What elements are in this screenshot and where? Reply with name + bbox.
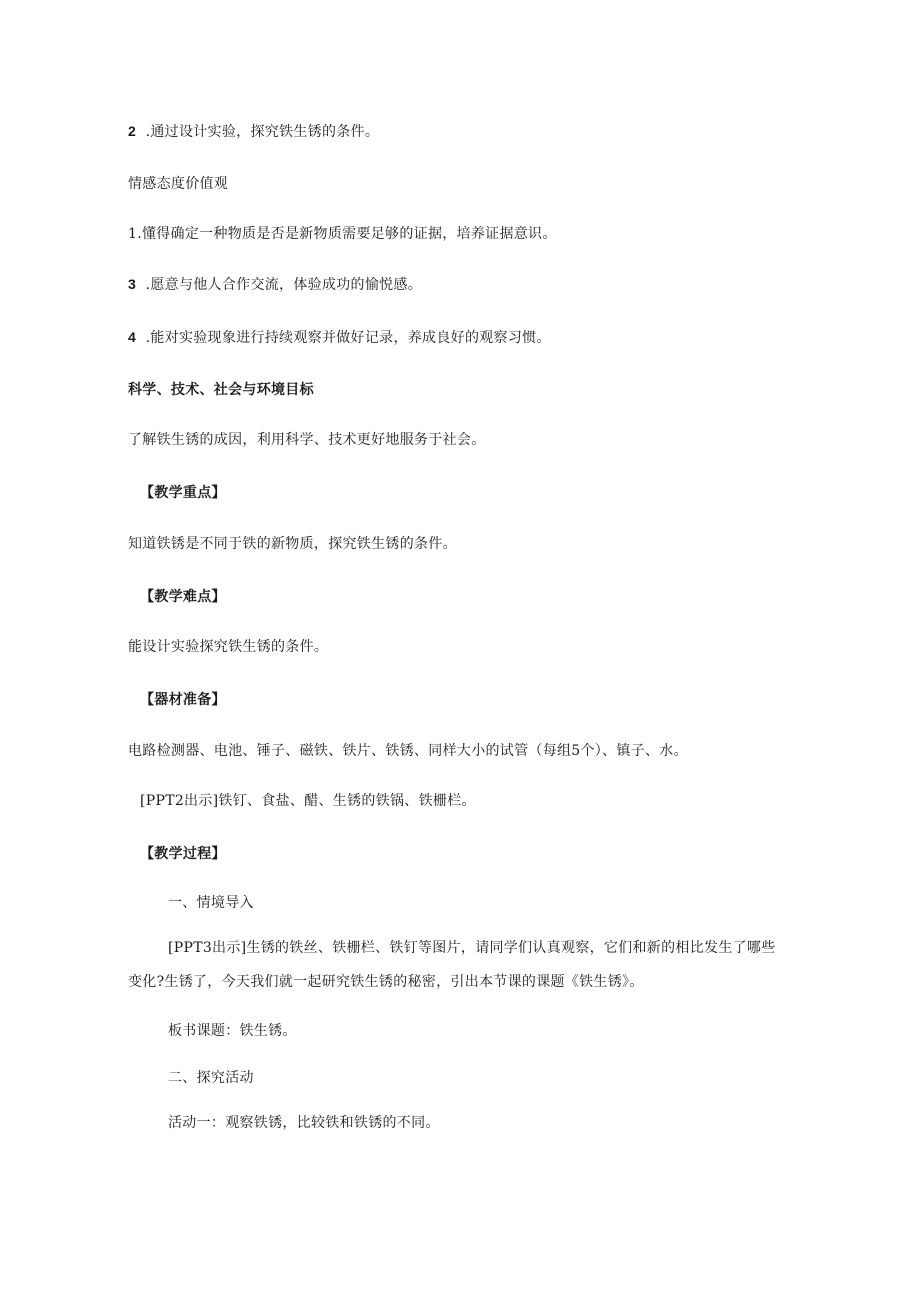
emotion-item-1: 1.懂得确定一种物质是否是新物质需要足够的证据，培养证据意识。 [128, 226, 557, 242]
activity1-text: 活动一：观察铁锈，比较铁和铁锈的不同。 [168, 1115, 440, 1131]
item-number: 4 [128, 329, 137, 345]
stse-text: 了解铁生锈的成因，利用科学、技术更好地服务于社会。 [128, 432, 486, 448]
key-point-text: 知道铁锈是不同于铁的新物质，探究铁生锈的条件。 [128, 536, 457, 552]
difficulty-text: 能设计实验探究铁生锈的条件。 [128, 639, 329, 655]
materials-heading: 【器材准备】 [140, 692, 226, 708]
materials-ppt: [PPT2出示]铁钉、食盐、醋、生锈的铁锅、铁栅栏。 [140, 793, 476, 809]
item-text: .通过设计实验，探究铁生锈的条件。 [145, 124, 380, 140]
blackboard-title: 板书课题：铁生锈。 [168, 1023, 297, 1039]
key-point-heading: 【教学重点】 [140, 485, 226, 501]
skill-item-2 [128, 121, 379, 142]
emotion-item-3 [128, 274, 422, 295]
emotion-item-4 [128, 327, 551, 348]
item-number: 3 [128, 276, 137, 292]
materials-text: 电路检测器、电池、锤子、磁铁、铁片、铁锈、同样大小的试管（每组5个）、镇子、水。 [128, 743, 688, 759]
process-heading: 【教学过程】 [140, 846, 226, 862]
item-number: 2 [128, 123, 137, 139]
item-text: .愿意与他人合作交流，体验成功的愉悦感。 [145, 277, 423, 293]
part1-line1: [PPT3出示]生锈的铁丝、铁栅栏、铁钉等图片，请同学们认真观察，它们和新的相比发生了哪些 [168, 940, 776, 956]
difficulty-heading: 【教学难点】 [140, 589, 226, 605]
part1-line2: 变化?生锈了，今天我们就一起研究铁生锈的秘密，引出本节课的课题《铁生锈》。 [128, 974, 644, 990]
part2-title: 二、探究活动 [168, 1070, 254, 1086]
section-heading-emotion: 情感态度价值观 [128, 176, 229, 192]
section-heading-stse: 科学、技术、社会与环境目标 [128, 382, 314, 398]
part1-title: 一、情境导入 [168, 895, 254, 911]
item-text: .能对实验现象进行持续观察并做好记录，养成良好的观察习惯。 [145, 330, 551, 346]
